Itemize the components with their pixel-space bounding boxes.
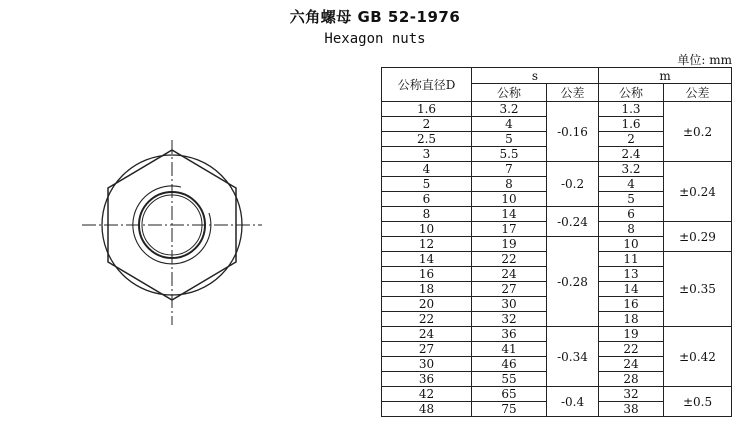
cell-s-nominal: 7 <box>472 162 547 177</box>
cell-s-nominal: 30 <box>472 297 547 312</box>
cell-s-nominal: 14 <box>472 207 547 222</box>
cell-s-nominal: 4 <box>472 117 547 132</box>
table-row <box>382 162 732 177</box>
header-m: m <box>599 68 732 84</box>
cell-m-tolerance: ±0.29 <box>664 222 732 252</box>
cell-m-nominal: 3.2 <box>599 162 664 177</box>
cell-d: 27 <box>382 342 472 357</box>
header-d: 公称直径D <box>382 68 472 102</box>
cell-d: 24 <box>382 327 472 342</box>
header-s-nominal: 公称 <box>472 84 547 102</box>
header-m-nominal: 公称 <box>599 84 664 102</box>
cell-m-nominal: 22 <box>599 342 664 357</box>
cell-m-nominal: 18 <box>599 312 664 327</box>
cell-s-nominal: 75 <box>472 402 547 417</box>
cell-s-nominal: 36 <box>472 327 547 342</box>
cell-m-nominal: 11 <box>599 252 664 267</box>
cell-d: 2 <box>382 117 472 132</box>
cell-m-nominal: 10 <box>599 237 664 252</box>
cell-s-nominal: 19 <box>472 237 547 252</box>
table-row <box>382 387 732 402</box>
cell-d: 5 <box>382 177 472 192</box>
cell-m-nominal: 2 <box>599 132 664 147</box>
header-m-tolerance: 公差 <box>664 84 732 102</box>
cell-s-nominal: 46 <box>472 357 547 372</box>
cell-m-nominal: 1.3 <box>599 102 664 117</box>
title-cn: 六角螺母 GB 52-1976 <box>289 8 461 26</box>
cell-m-nominal: 14 <box>599 282 664 297</box>
table-row <box>382 327 732 342</box>
cell-m-tolerance: ±0.24 <box>664 162 732 222</box>
cell-d: 3 <box>382 147 472 162</box>
header-s-tolerance: 公差 <box>547 84 599 102</box>
cell-d: 6 <box>382 192 472 207</box>
cell-s-nominal: 24 <box>472 267 547 282</box>
cell-s-nominal: 17 <box>472 222 547 237</box>
cell-s-nominal: 22 <box>472 252 547 267</box>
cell-m-tolerance: ±0.35 <box>664 252 732 327</box>
cell-d: 30 <box>382 357 472 372</box>
cell-m-nominal: 5 <box>599 192 664 207</box>
cell-m-tolerance: ±0.2 <box>664 102 732 162</box>
cell-s-tolerance: -0.2 <box>547 162 599 207</box>
cell-s-nominal: 5.5 <box>472 147 547 162</box>
cell-d: 18 <box>382 282 472 297</box>
cell-s-tolerance: -0.34 <box>547 327 599 387</box>
cell-d: 10 <box>382 222 472 237</box>
cell-s-nominal: 3.2 <box>472 102 547 117</box>
cell-s-nominal: 5 <box>472 132 547 147</box>
cell-m-nominal: 13 <box>599 267 664 282</box>
cell-d: 1.6 <box>382 102 472 117</box>
cell-m-nominal: 8 <box>599 222 664 237</box>
cell-s-nominal: 10 <box>472 192 547 207</box>
cell-d: 12 <box>382 237 472 252</box>
cell-m-nominal: 16 <box>599 297 664 312</box>
cell-m-nominal: 24 <box>599 357 664 372</box>
spec-table <box>381 67 732 417</box>
cell-m-nominal: 6 <box>599 207 664 222</box>
header-row-1 <box>382 68 732 84</box>
cell-m-nominal: 4 <box>599 177 664 192</box>
cell-s-tolerance: -0.28 <box>547 237 599 327</box>
cell-m-nominal: 32 <box>599 387 664 402</box>
cell-s-tolerance: -0.4 <box>547 387 599 417</box>
cell-d: 48 <box>382 402 472 417</box>
cell-d: 14 <box>382 252 472 267</box>
cell-s-nominal: 8 <box>472 177 547 192</box>
cell-d: 22 <box>382 312 472 327</box>
cell-m-nominal: 1.6 <box>599 117 664 132</box>
cell-d: 16 <box>382 267 472 282</box>
unit-label: 单位: mm <box>677 53 732 67</box>
cell-d: 42 <box>382 387 472 402</box>
cell-d: 8 <box>382 207 472 222</box>
cell-m-nominal: 38 <box>599 402 664 417</box>
cell-s-nominal: 41 <box>472 342 547 357</box>
header-s: s <box>472 68 599 84</box>
cell-s-nominal: 27 <box>472 282 547 297</box>
cell-d: 36 <box>382 372 472 387</box>
cell-s-nominal: 55 <box>472 372 547 387</box>
cell-s-tolerance: -0.24 <box>547 207 599 237</box>
cell-m-tolerance: ±0.42 <box>664 327 732 387</box>
cell-d: 4 <box>382 162 472 177</box>
table-row <box>382 102 732 117</box>
cell-s-tolerance: -0.16 <box>547 102 599 162</box>
cell-s-nominal: 32 <box>472 312 547 327</box>
cell-d: 20 <box>382 297 472 312</box>
cell-m-tolerance: ±0.5 <box>664 387 732 417</box>
cell-m-nominal: 28 <box>599 372 664 387</box>
cell-s-nominal: 65 <box>472 387 547 402</box>
hexagon-nut-drawing <box>80 140 265 330</box>
cell-d: 2.5 <box>382 132 472 147</box>
cell-m-nominal: 19 <box>599 327 664 342</box>
title-en: Hexagon nuts <box>324 31 426 47</box>
cell-m-nominal: 2.4 <box>599 147 664 162</box>
